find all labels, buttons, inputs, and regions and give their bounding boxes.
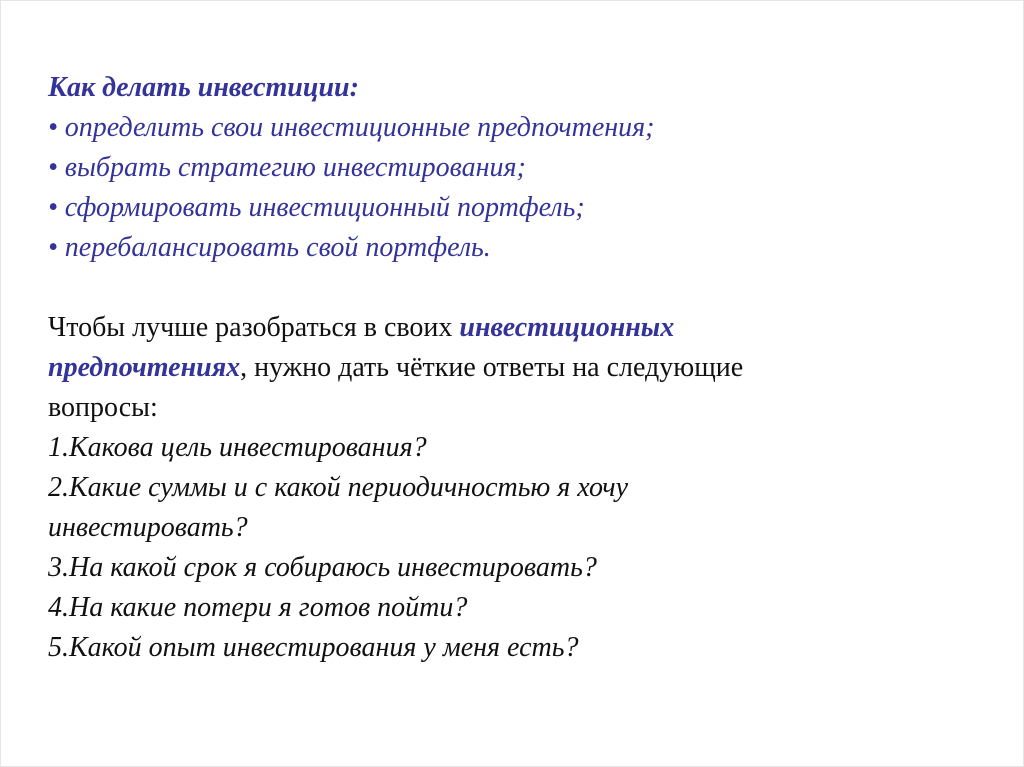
intro-highlight: предпочтениях bbox=[48, 352, 241, 383]
question-item: 5.Какой опыт инвестирования у меня есть? bbox=[48, 632, 579, 663]
spacer bbox=[48, 268, 988, 308]
investment-steps-block bbox=[48, 68, 988, 268]
intro-line-2 bbox=[48, 348, 988, 388]
question-item: 2.Какие суммы и с какой периодичностью я хочу bbox=[48, 472, 629, 503]
slide-content bbox=[48, 68, 988, 668]
step-item: • определить свои инвестиционные предпочтения; bbox=[48, 112, 655, 143]
intro-line-1 bbox=[48, 308, 988, 348]
intro-text: Чтобы лучше разобраться в своих bbox=[48, 312, 460, 343]
question-item: инвестировать? bbox=[48, 512, 248, 543]
question-item: 4.На какие потери я готов пойти? bbox=[48, 592, 468, 623]
question-item: 1.Какова цель инвестирования? bbox=[48, 432, 427, 463]
questions-block bbox=[48, 308, 988, 668]
intro-text: , нужно дать чёткие ответы на следующие bbox=[240, 352, 744, 383]
intro-highlight: инвестиционных bbox=[459, 312, 675, 343]
step-item: • перебалансировать свой портфель. bbox=[48, 232, 491, 263]
question-item: 3.На какой срок я собираюсь инвестировать? bbox=[48, 552, 597, 583]
intro-line-3: вопросы: bbox=[48, 392, 158, 423]
steps-title: Как делать инвестиции: bbox=[48, 72, 359, 103]
step-item: • сформировать инвестиционный портфель; bbox=[48, 192, 585, 223]
step-item: • выбрать стратегию инвестирования; bbox=[48, 152, 526, 183]
